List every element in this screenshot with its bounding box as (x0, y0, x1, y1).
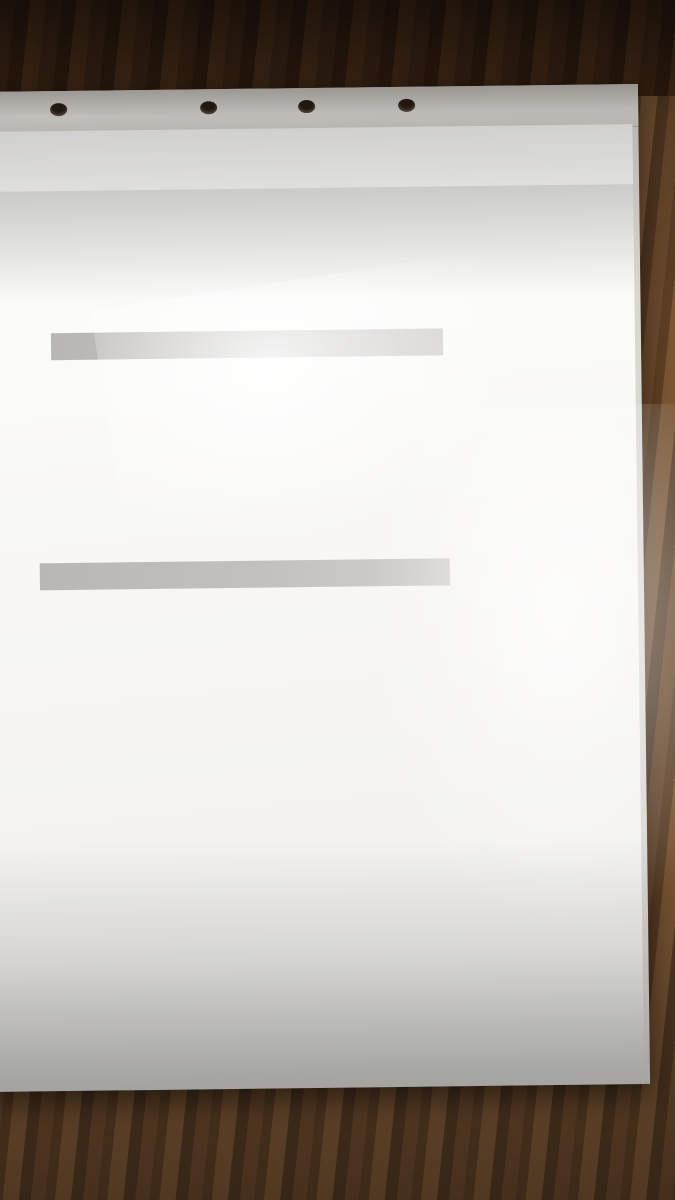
binder-hole (200, 101, 217, 114)
menu-content (0, 124, 644, 1082)
menu-plastic-sleeve (0, 84, 650, 1092)
menu-page (0, 124, 644, 1082)
wood-dark-band (0, 0, 675, 96)
section-header-petiscos (40, 558, 450, 590)
binder-hole (50, 103, 67, 116)
drinks-list (51, 369, 531, 375)
binder-hole (398, 99, 415, 112)
binder-hole (298, 100, 315, 113)
section-header-bebidas (51, 328, 443, 360)
snacks-list (40, 605, 560, 611)
